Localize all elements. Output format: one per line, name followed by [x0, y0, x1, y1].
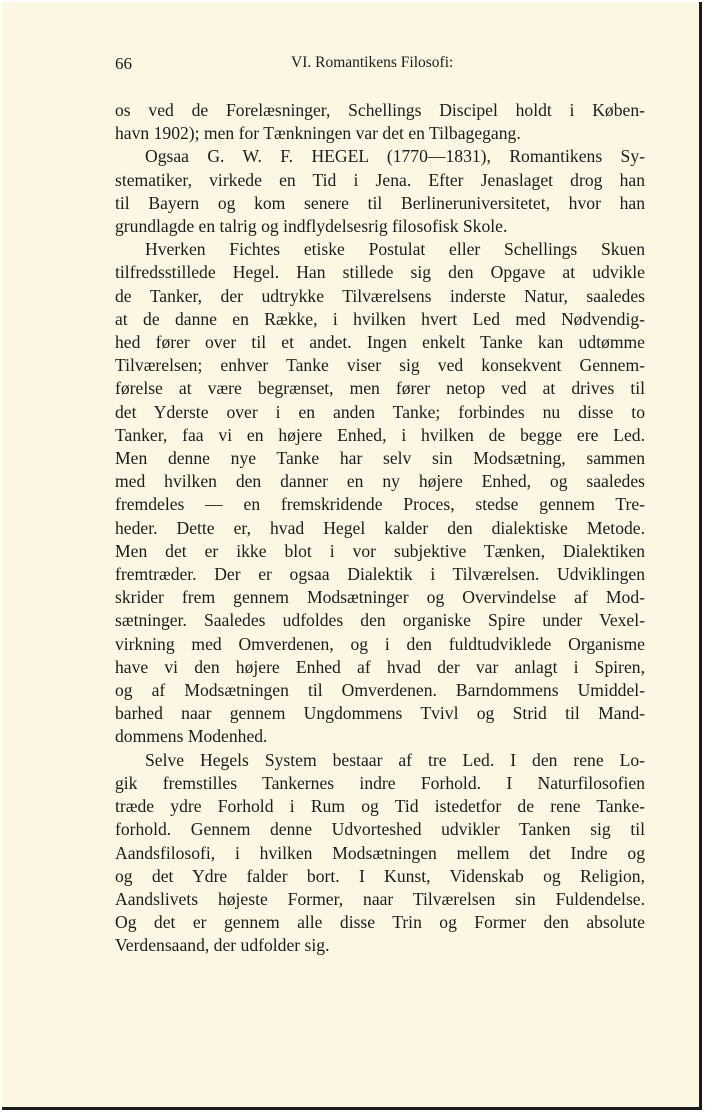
text-line: have vi den højere Enhed af hvad der var anlagt i Spiren, — [115, 656, 645, 677]
text-line: dommens Modenhed. — [115, 726, 268, 747]
text-line: og af Modsætningen til Omverdenen. Barndommens Umiddel- — [115, 680, 645, 701]
text-line: Ogsaa G. W. F. HEGEL (1770—1831), Romantikens Sy- — [145, 146, 645, 167]
text-line: at de danne en Række, i hvilken hvert Led med Nødvendig- — [115, 308, 645, 329]
text-line: grundlagde en talrig og indflydelsesrig filosofisk Skole. — [115, 216, 508, 237]
text-line: hed fører over til et andet. Ingen enkelt Tanke kan udtømme — [115, 332, 645, 353]
text-line: forhold. Gennem denne Udvorteshed udvikler Tanken sig til — [115, 819, 645, 840]
text-line: Men denne nye Tanke har selv sin Modsætning, sammen — [115, 448, 645, 469]
text-line: de Tanker, der udtrykke Tilværelsens inderste Natur, saaledes — [115, 285, 645, 306]
text-line: heder. Dette er, hvad Hegel kalder den dialektiske Metode. — [115, 517, 645, 538]
page-number: 66 — [115, 54, 132, 73]
paragraph — [115, 749, 645, 958]
text-line: Aandslivets højeste Former, naar Tilværelsen sin Fuldendelse. — [115, 888, 645, 909]
text-line: træde ydre Forhold i Rum og Tid istedetfor de rene Tanke- — [115, 796, 645, 817]
text-line: førelse at være begrænset, men fører netop ved at drives til — [115, 378, 645, 399]
text-line: sætninger. Saaledes udfoldes den organiske Spire under Vexel- — [115, 610, 645, 631]
text-line: til Bayern og kom senere til Berlineruniversitetet, hvor han — [115, 192, 645, 213]
text-line: fremdeles — en fremskridende Proces, stedse gennem Tre- — [115, 494, 645, 515]
text-line: Hverken Fichtes etiske Postulat eller Schellings Skuen — [145, 239, 645, 260]
text-line: skrider frem gennem Modsætninger og Overvindelse af Mod- — [115, 587, 645, 608]
text-line: tilfredsstillede Hegel. Han stillede sig den Opgave at udvikle — [115, 262, 645, 283]
paragraph — [115, 145, 645, 238]
text-line: det Yderste over i en anden Tanke; forbindes nu disse to — [115, 401, 645, 422]
text-line: Verdensaand, der udfolder sig. — [115, 935, 330, 956]
text-line: og det Ydre falder bort. I Kunst, Videnskab og Religion, — [115, 865, 645, 886]
text-line: Aandsfilosofi, i hvilken Modsætningen mellem det Indre og — [115, 842, 645, 863]
paragraph — [115, 238, 645, 748]
text-line: virkning med Omverdenen, og i den fuldtudviklede Organisme — [115, 633, 645, 654]
paragraph — [115, 99, 645, 145]
text-line: fremtræder. Der er ogsaa Dialektik i Tilværelsen. Udviklingen — [115, 564, 645, 585]
page-header — [115, 54, 645, 78]
text-line: Tilværelsen; enhver Tanke viser sig ved konsekvent Gennem- — [115, 355, 645, 376]
text-line: os ved de Forelæsninger, Schellings Discipel holdt i Køben- — [115, 100, 645, 120]
text-line: Og det er gennem alle disse Trin og Former den absolute — [115, 912, 645, 933]
text-line: Tanker, faa vi en højere Enhed, i hvilken de begge ere Led. — [115, 424, 645, 445]
running-head: VI. Romantikens Filosofi: — [291, 54, 454, 71]
text-line: havn 1902); men for Tænkningen var det en Tilbagegang. — [115, 123, 521, 144]
body-text — [115, 99, 645, 958]
text-line: Men det er ikke blot i vor subjektive Tænken, Dialektiken — [115, 540, 645, 561]
text-line: stematiker, virkede en Tid i Jena. Efter Jenaslaget drog han — [115, 169, 645, 190]
text-line: gik fremstilles Tankernes indre Forhold. I Naturfilosofien — [115, 772, 645, 793]
text-line: barhed naar gennem Ungdommens Tvivl og Strid til Mand- — [115, 703, 645, 724]
text-line: Selve Hegels System bestaar af tre Led. I den rene Lo- — [145, 749, 645, 770]
book-page — [2, 2, 702, 1110]
text-line: med hvilken den danner en ny højere Enhed, og saaledes — [115, 471, 645, 492]
